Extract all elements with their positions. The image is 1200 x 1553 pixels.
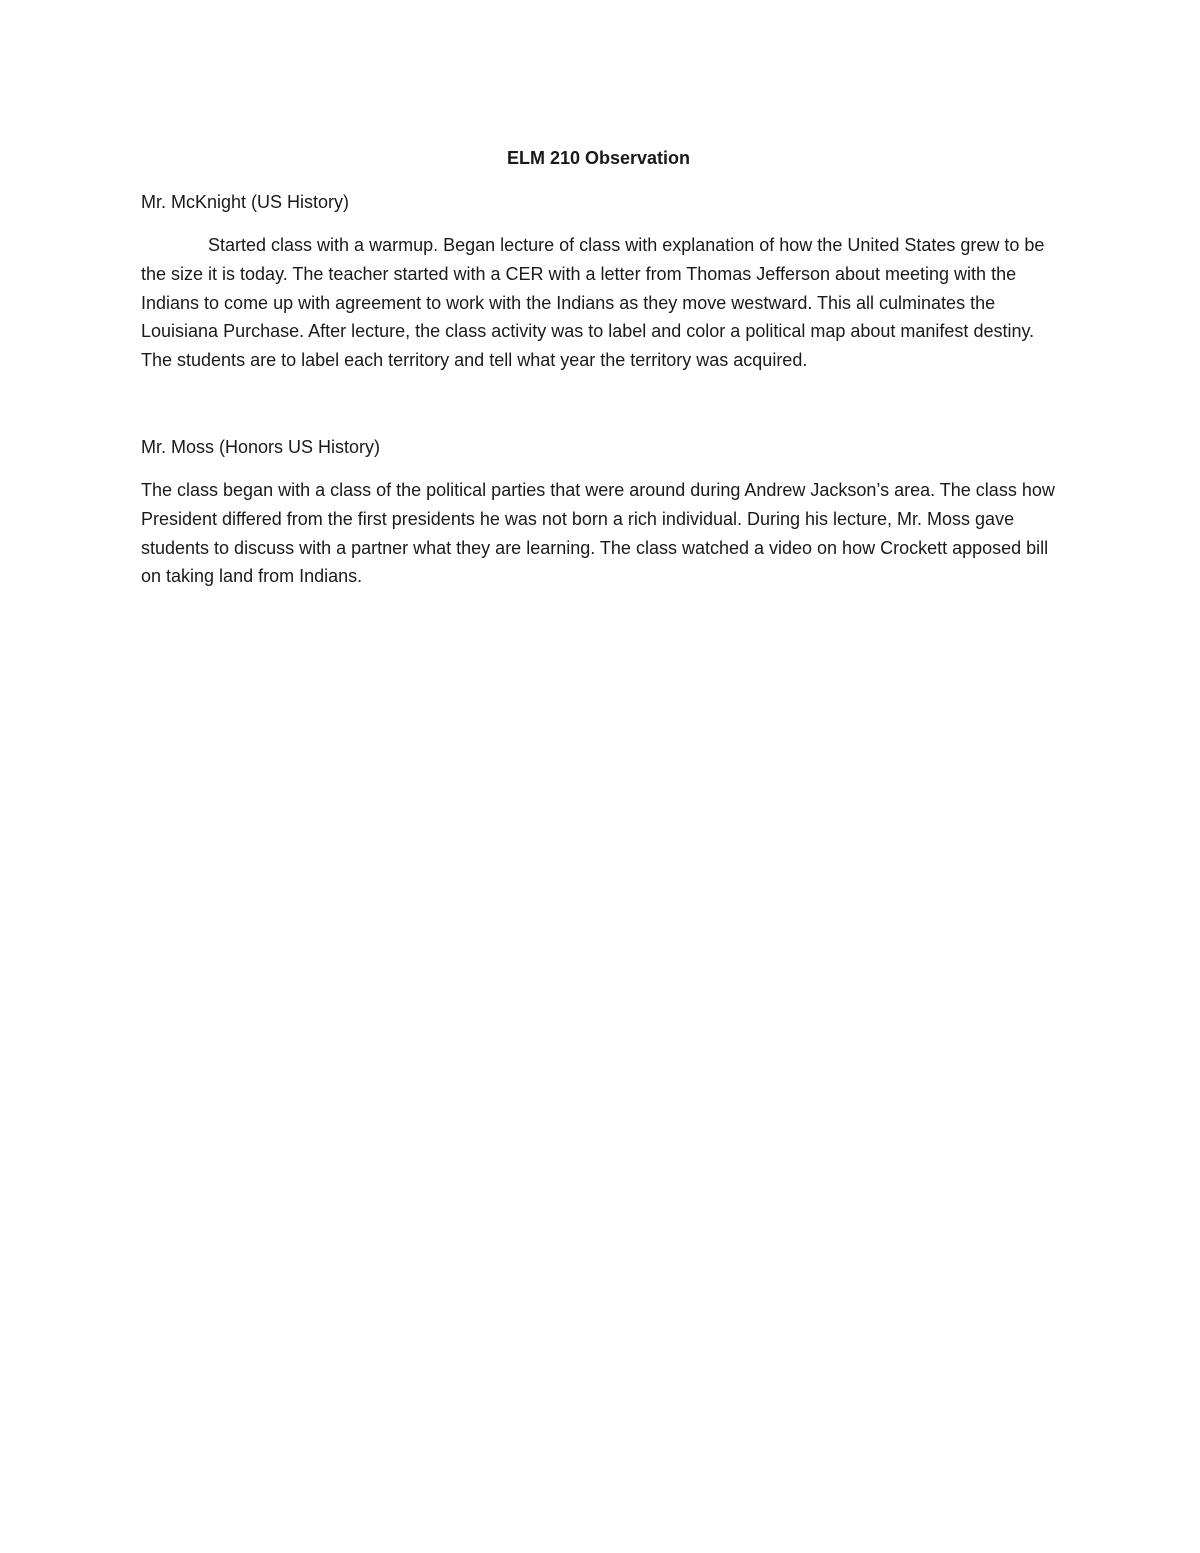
- document-content: [141, 140, 1056, 591]
- section-heading: Mr. McKnight (US History): [141, 192, 350, 212]
- document-title: ELM 210 Observation: [506, 148, 691, 168]
- section-body: Started class with a warmup. Began lecture of class with explanation of how the United States grew to be the size it is today. The teacher started with a CER with a letter from Thomas Jefferson about meeting with the Indians to come up with agreement to work with the Indians as they move westward. This all culminates the Louisiana Purchase. After lecture, the class activity was to label and color a political map about manifest destiny. The students are to label each territory and tell what year the territory was acquired.: [141, 235, 1045, 371]
- section-body: The class began with a class of the political parties that were around during Andrew Jackson’s area. The class how President differed from the first presidents he was not born a rich individual. During his lecture, Mr. Moss gave students to discuss with a partner what they are learning. The class watched a video on how Crockett apposed bill on taking land from Indians.: [141, 479, 1055, 587]
- section-spacer: [141, 375, 1056, 433]
- observation-section-moss: [141, 433, 1056, 591]
- observation-section-mcknight: [141, 188, 1056, 375]
- section-heading: Mr. Moss (Honors US History): [141, 436, 381, 457]
